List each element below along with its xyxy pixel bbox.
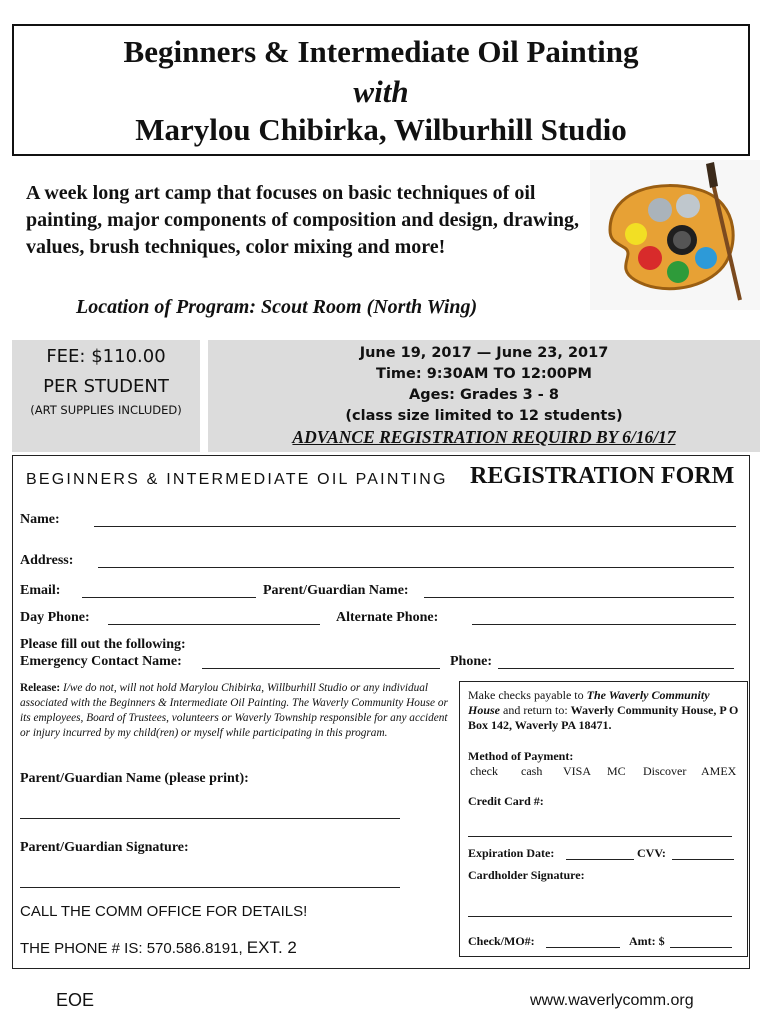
emergency-phone-field[interactable] bbox=[498, 668, 734, 669]
title-line-2: with bbox=[353, 74, 409, 109]
amount-label: Amt: $ bbox=[629, 934, 665, 948]
fee-per-student: PER STUDENT bbox=[43, 376, 169, 397]
credit-card-label: Credit Card #: bbox=[468, 794, 544, 808]
method-label: Method of Payment: bbox=[468, 749, 574, 763]
option-visa[interactable]: VISA bbox=[563, 764, 592, 778]
parent-print-label: Parent/Guardian Name (please print): bbox=[20, 771, 249, 786]
title-line-1: Beginners & Intermediate Oil Painting bbox=[123, 34, 639, 69]
checks-address: Waverly Community House, P O Box 142, Waverly PA 18471. bbox=[468, 703, 739, 732]
checks-c: and return to: bbox=[500, 703, 571, 717]
credit-card-field[interactable] bbox=[468, 836, 732, 837]
option-cash[interactable]: cash bbox=[521, 764, 543, 778]
option-discover[interactable]: Discover bbox=[643, 764, 687, 778]
cvv-field[interactable] bbox=[672, 859, 734, 860]
amount-field[interactable] bbox=[670, 947, 732, 948]
release-text bbox=[20, 681, 450, 741]
expiration-field[interactable] bbox=[566, 859, 634, 860]
intro-text: A week long art camp that focuses on basic techniques of oil painting, major components of composition and design, drawing, values, brush techniques, color mixing and more! bbox=[26, 182, 580, 258]
emergency-phone-label: Phone: bbox=[450, 654, 492, 669]
parent-print-field[interactable] bbox=[20, 818, 400, 819]
title-box bbox=[12, 24, 750, 156]
footer-website[interactable]: www.waverlycomm.org bbox=[530, 992, 694, 1009]
option-amex[interactable]: AMEX bbox=[701, 764, 737, 778]
day-phone-label: Day Phone: bbox=[20, 610, 90, 625]
address-field[interactable] bbox=[98, 567, 734, 568]
day-phone-field[interactable] bbox=[108, 624, 320, 625]
release-body: I/we do not, will not hold Marylou Chibirka, Willburhill Studio or any individual associated with the Beginners & Intermediate Oil Painting. The Waverly Community House or its employees, Board of Trustees, volunteers or Waverly Township responsible for any accident or injury incurred by my child(ren) or myself while participating in this program. bbox=[20, 682, 448, 739]
phone-number-text bbox=[20, 938, 297, 958]
checks-a: Make checks payable to bbox=[468, 688, 587, 702]
release-label: Release: bbox=[20, 682, 61, 694]
alt-phone-label: Alternate Phone: bbox=[336, 610, 439, 625]
parent-signature-label: Parent/Guardian Signature: bbox=[20, 840, 189, 855]
option-check[interactable]: check bbox=[470, 764, 498, 778]
phone-number: THE PHONE # IS: 570.586.8191, bbox=[20, 940, 243, 957]
parent-name-label: Parent/Guardian Name: bbox=[263, 583, 409, 598]
palette-icon bbox=[590, 160, 760, 310]
advance-registration: ADVANCE REGISTRATION REQUIRD BY 6/16/17 bbox=[292, 427, 676, 447]
option-mc[interactable]: MC bbox=[607, 764, 626, 778]
email-label: Email: bbox=[20, 583, 61, 598]
footer-eoe: EOE bbox=[56, 990, 95, 1010]
check-mo-field[interactable] bbox=[546, 947, 620, 948]
class-size: (class size limited to 12 students) bbox=[345, 408, 623, 424]
address-label: Address: bbox=[20, 553, 74, 568]
checks-payee: The Waverly Community House bbox=[468, 688, 710, 717]
checks-payable-text bbox=[468, 688, 740, 733]
cardholder-label: Cardholder Signature: bbox=[468, 868, 585, 882]
expiration-label: Expiration Date: bbox=[468, 846, 555, 860]
parent-signature-field[interactable] bbox=[20, 887, 400, 888]
phone-ext: EXT. 2 bbox=[246, 938, 297, 957]
emergency-label: Emergency Contact Name: bbox=[20, 654, 182, 669]
parent-name-field[interactable] bbox=[424, 597, 734, 598]
name-field[interactable] bbox=[94, 526, 736, 527]
program-ages: Ages: Grades 3 - 8 bbox=[409, 387, 559, 403]
check-mo-label: Check/MO#: bbox=[468, 934, 535, 948]
fee-supplies: (ART SUPPLIES INCLUDED) bbox=[30, 403, 182, 417]
title-line-3: Marylou Chibirka, Wilburhill Studio bbox=[135, 112, 627, 147]
emergency-name-field[interactable] bbox=[202, 668, 440, 669]
alt-phone-field[interactable] bbox=[472, 624, 736, 625]
name-label: Name: bbox=[20, 512, 60, 527]
cardholder-field[interactable] bbox=[468, 916, 732, 917]
email-field[interactable] bbox=[82, 597, 256, 598]
fee-amount: FEE: $110.00 bbox=[46, 346, 166, 367]
program-time: Time: 9:30AM TO 12:00PM bbox=[376, 366, 592, 382]
form-title-program: BEGINNERS & INTERMEDIATE OIL PAINTING bbox=[26, 471, 448, 488]
cvv-label: CVV: bbox=[637, 846, 666, 860]
fill-out-label: Please fill out the following: bbox=[20, 637, 186, 652]
location-text: Location of Program: Scout Room (North Wing) bbox=[76, 296, 478, 318]
program-dates: June 19, 2017 — June 23, 2017 bbox=[359, 345, 609, 361]
call-office-text: CALL THE COMM OFFICE FOR DETAILS! bbox=[20, 903, 308, 920]
form-title: REGISTRATION FORM bbox=[470, 463, 735, 489]
